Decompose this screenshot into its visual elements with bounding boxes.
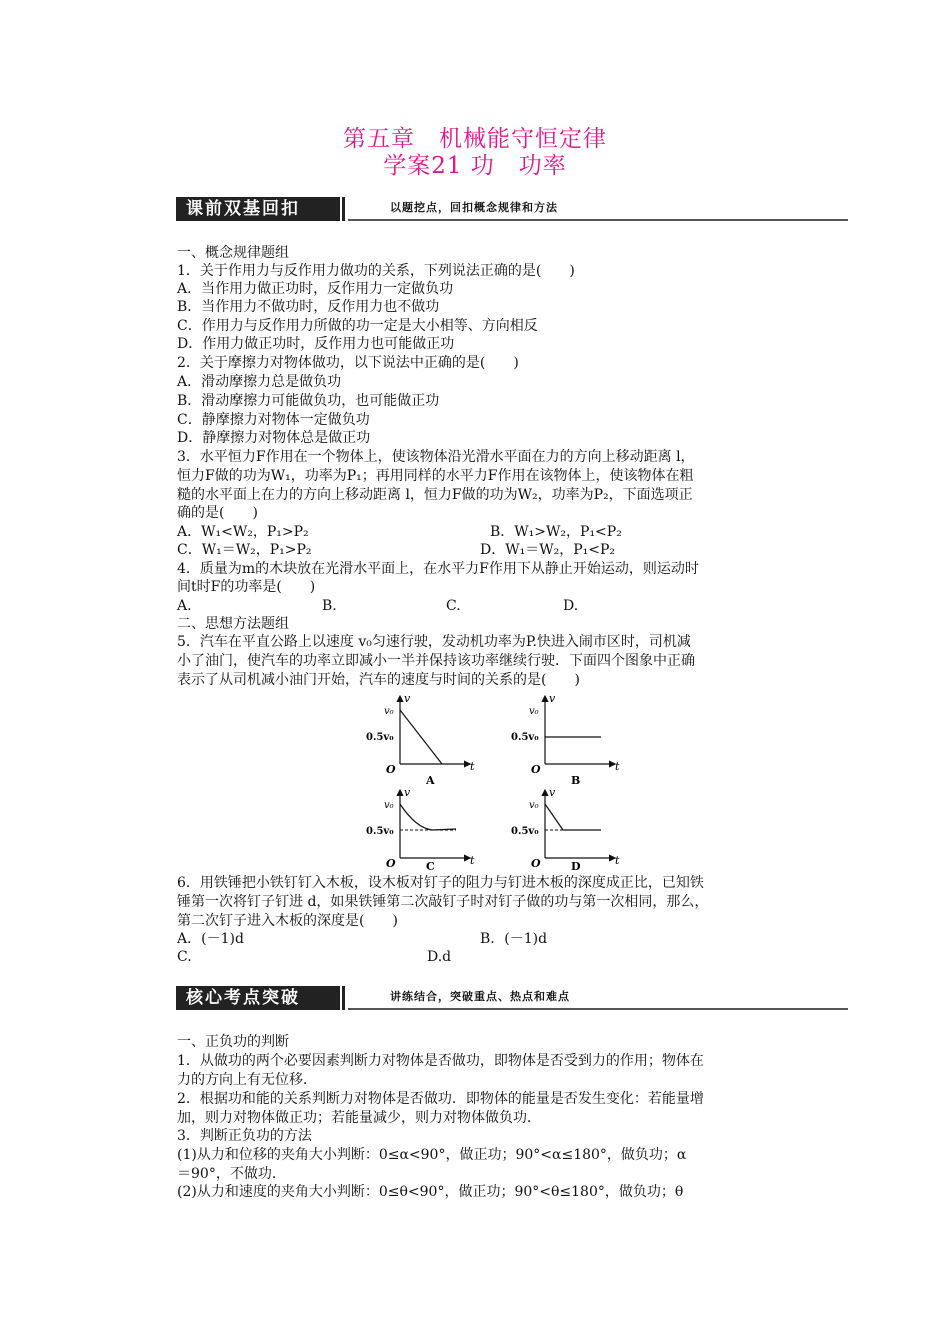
banner-title: 课前双基回扣 — [176, 197, 340, 221]
core-line: (1)从力和位移的夹角大小判断：0≤α<90°，做正功；90°<α≤180°，做负功；α — [177, 1147, 687, 1163]
question-6-line3: 第二次钉子进入木板的深度是( ) — [177, 913, 398, 929]
core-line: 加，则力对物体做正功；若能量减少，则力对物体做负功． — [177, 1110, 541, 1126]
core-line: 1．从做功的两个必要因素判断力对物体是否做功，即物体是否受到力的作用；物体在 — [177, 1053, 704, 1069]
tick-half: 0.5v₀ — [366, 732, 394, 743]
graph-d — [511, 786, 620, 873]
heading-methods: 二、思想方法题组 — [177, 616, 289, 632]
graph-label-c: C — [426, 860, 435, 873]
q6-option-c: C. — [177, 949, 192, 965]
axis-v: v — [404, 786, 411, 799]
q6-option-d: D.d — [427, 949, 452, 965]
question-3-line4: 确的是( ) — [177, 505, 258, 521]
q2-option-c: C．静摩擦力对物体一定做负功 — [177, 412, 370, 428]
q1-option-c: C．作用力与反作用力所做的功一定是大小相等、方向相反 — [177, 318, 538, 334]
graph-label-d: D — [571, 860, 581, 873]
question-2: 2．关于摩擦力对物体做功，以下说法中正确的是( ) — [177, 355, 519, 371]
core-heading: 一、正负功的判断 — [177, 1034, 289, 1050]
q4-option-c: C. — [446, 598, 461, 614]
velocity-time-graphs — [360, 692, 650, 874]
section-banner-2 — [176, 986, 848, 1010]
axis-v: v — [549, 692, 556, 705]
question-6-line2: 锤第一次将钉子钉进 d，如果铁锤第二次敲钉子时对钉子做的功与第一次相同，那么， — [177, 894, 709, 910]
question-5-line2: 小了油门，使汽车的功率立即减小一半并保持该功率继续行驶．下面四个图象中正确 — [177, 653, 695, 669]
q6-option-b: B．(－1)d — [480, 931, 548, 947]
q2-option-d: D．静摩擦力对物体总是做正功 — [177, 430, 371, 446]
q4-option-d: D. — [563, 598, 579, 614]
tick-half: 0.5v₀ — [511, 826, 539, 837]
axis-t: t — [470, 854, 475, 867]
banner-subtitle: 以题挖点，回扣概念规律和方法 — [390, 201, 558, 214]
core-line: 力的方向上有无位移． — [177, 1072, 317, 1088]
axis-t: t — [470, 760, 475, 773]
banner-subtitle: 讲练结合，突破重点、热点和难点 — [390, 990, 570, 1003]
axis-t: t — [615, 760, 620, 773]
question-3-line2: 恒力F做的功为W₁，功率为P₁；再用同样的水平力F作用在该物体上，使该物体在粗 — [177, 468, 694, 484]
q3-option-d: D．W₁＝W₂，P₁<P₂ — [480, 542, 616, 558]
question-6-line1: 6．用铁锤把小铁钉钉入木板，设木板对钉子的阻力与钉进木板的深度成正比，已知铁 — [177, 875, 704, 891]
tick-v0: v₀ — [529, 800, 539, 811]
q3-option-c: C．W₁＝W₂，P₁>P₂ — [177, 542, 312, 558]
tick-v0: v₀ — [384, 706, 394, 717]
tick-half: 0.5v₀ — [511, 732, 539, 743]
question-3-line1: 3．水平恒力F作用在一个物体上，使该物体沿光滑水平面在力的方向上移动距离 l， — [177, 449, 695, 465]
q1-option-d: D．作用力做正功时，反作用力也可能做正功 — [177, 336, 455, 352]
banner-title: 核心考点突破 — [176, 986, 340, 1010]
axis-v: v — [549, 786, 556, 799]
q4-option-b: B. — [322, 598, 337, 614]
axis-t: t — [615, 854, 620, 867]
tick-half: 0.5v₀ — [366, 826, 394, 837]
graph-c — [366, 786, 475, 873]
core-line: ＝90°，不做功． — [177, 1166, 286, 1182]
q2-option-b: B．滑动摩擦力可能做负功，也可能做正功 — [177, 393, 440, 409]
origin: O — [386, 857, 396, 870]
graph-label-a: A — [426, 774, 435, 787]
chapter-title: 第五章 机械能守恒定律 — [343, 126, 607, 152]
graph-a — [366, 692, 475, 787]
question-5-line3: 表示了从司机减小油门开始，汽车的速度与时间的关系的是( ) — [177, 672, 580, 688]
heading-concepts: 一、概念规律题组 — [177, 245, 289, 261]
question-5-line1: 5．汽车在平直公路上以速度 v₀匀速行驶，发动机功率为P.快进入闹市区时，司机减 — [177, 634, 691, 650]
tick-v0: v₀ — [529, 706, 539, 717]
core-line: (2)从力和速度的夹角大小判断：0≤θ<90°，做正功；90°<θ≤180°，做负功；θ — [177, 1184, 684, 1200]
question-3-line3: 糙的水平面上在力的方向上移动距离 l，恒力F做的功为W₂，功率为P₂，下面选项正 — [177, 487, 693, 503]
q1-option-b: B．当作用力不做功时，反作用力也不做功 — [177, 299, 440, 315]
q4-option-a: A. — [177, 598, 192, 614]
q3-option-a: A．W₁<W₂，P₁>P₂ — [177, 524, 309, 540]
origin: O — [531, 763, 541, 776]
core-line: 3．判断正负功的方法 — [177, 1128, 312, 1144]
lesson-title: 学案21 功 功率 — [383, 153, 567, 179]
tick-v0: v₀ — [384, 800, 394, 811]
question-4-line2: 间t时F的功率是( ) — [177, 579, 316, 595]
section-banner-1 — [176, 197, 848, 221]
q6-option-a: A．(－1)d — [177, 931, 244, 947]
axis-v: v — [404, 692, 411, 705]
graph-label-b: B — [571, 774, 581, 787]
q3-option-b: B．W₁>W₂，P₁<P₂ — [490, 524, 622, 540]
q1-option-a: A．当作用力做正功时，反作用力一定做负功 — [177, 281, 454, 297]
graph-b — [511, 692, 620, 787]
question-1: 1．关于作用力与反作用力做功的关系，下列说法正确的是( ) — [177, 263, 575, 279]
question-4-line1: 4．质量为m的木块放在光滑水平面上，在水平力F作用下从静止开始运动，则运动时 — [177, 561, 699, 577]
core-line: 2．根据功和能的关系判断力对物体是否做功．即物体的能量是否发生变化：若能量增 — [177, 1091, 704, 1107]
origin: O — [386, 763, 396, 776]
q2-option-a: A．滑动摩擦力总是做负功 — [177, 374, 342, 390]
origin: O — [531, 857, 541, 870]
